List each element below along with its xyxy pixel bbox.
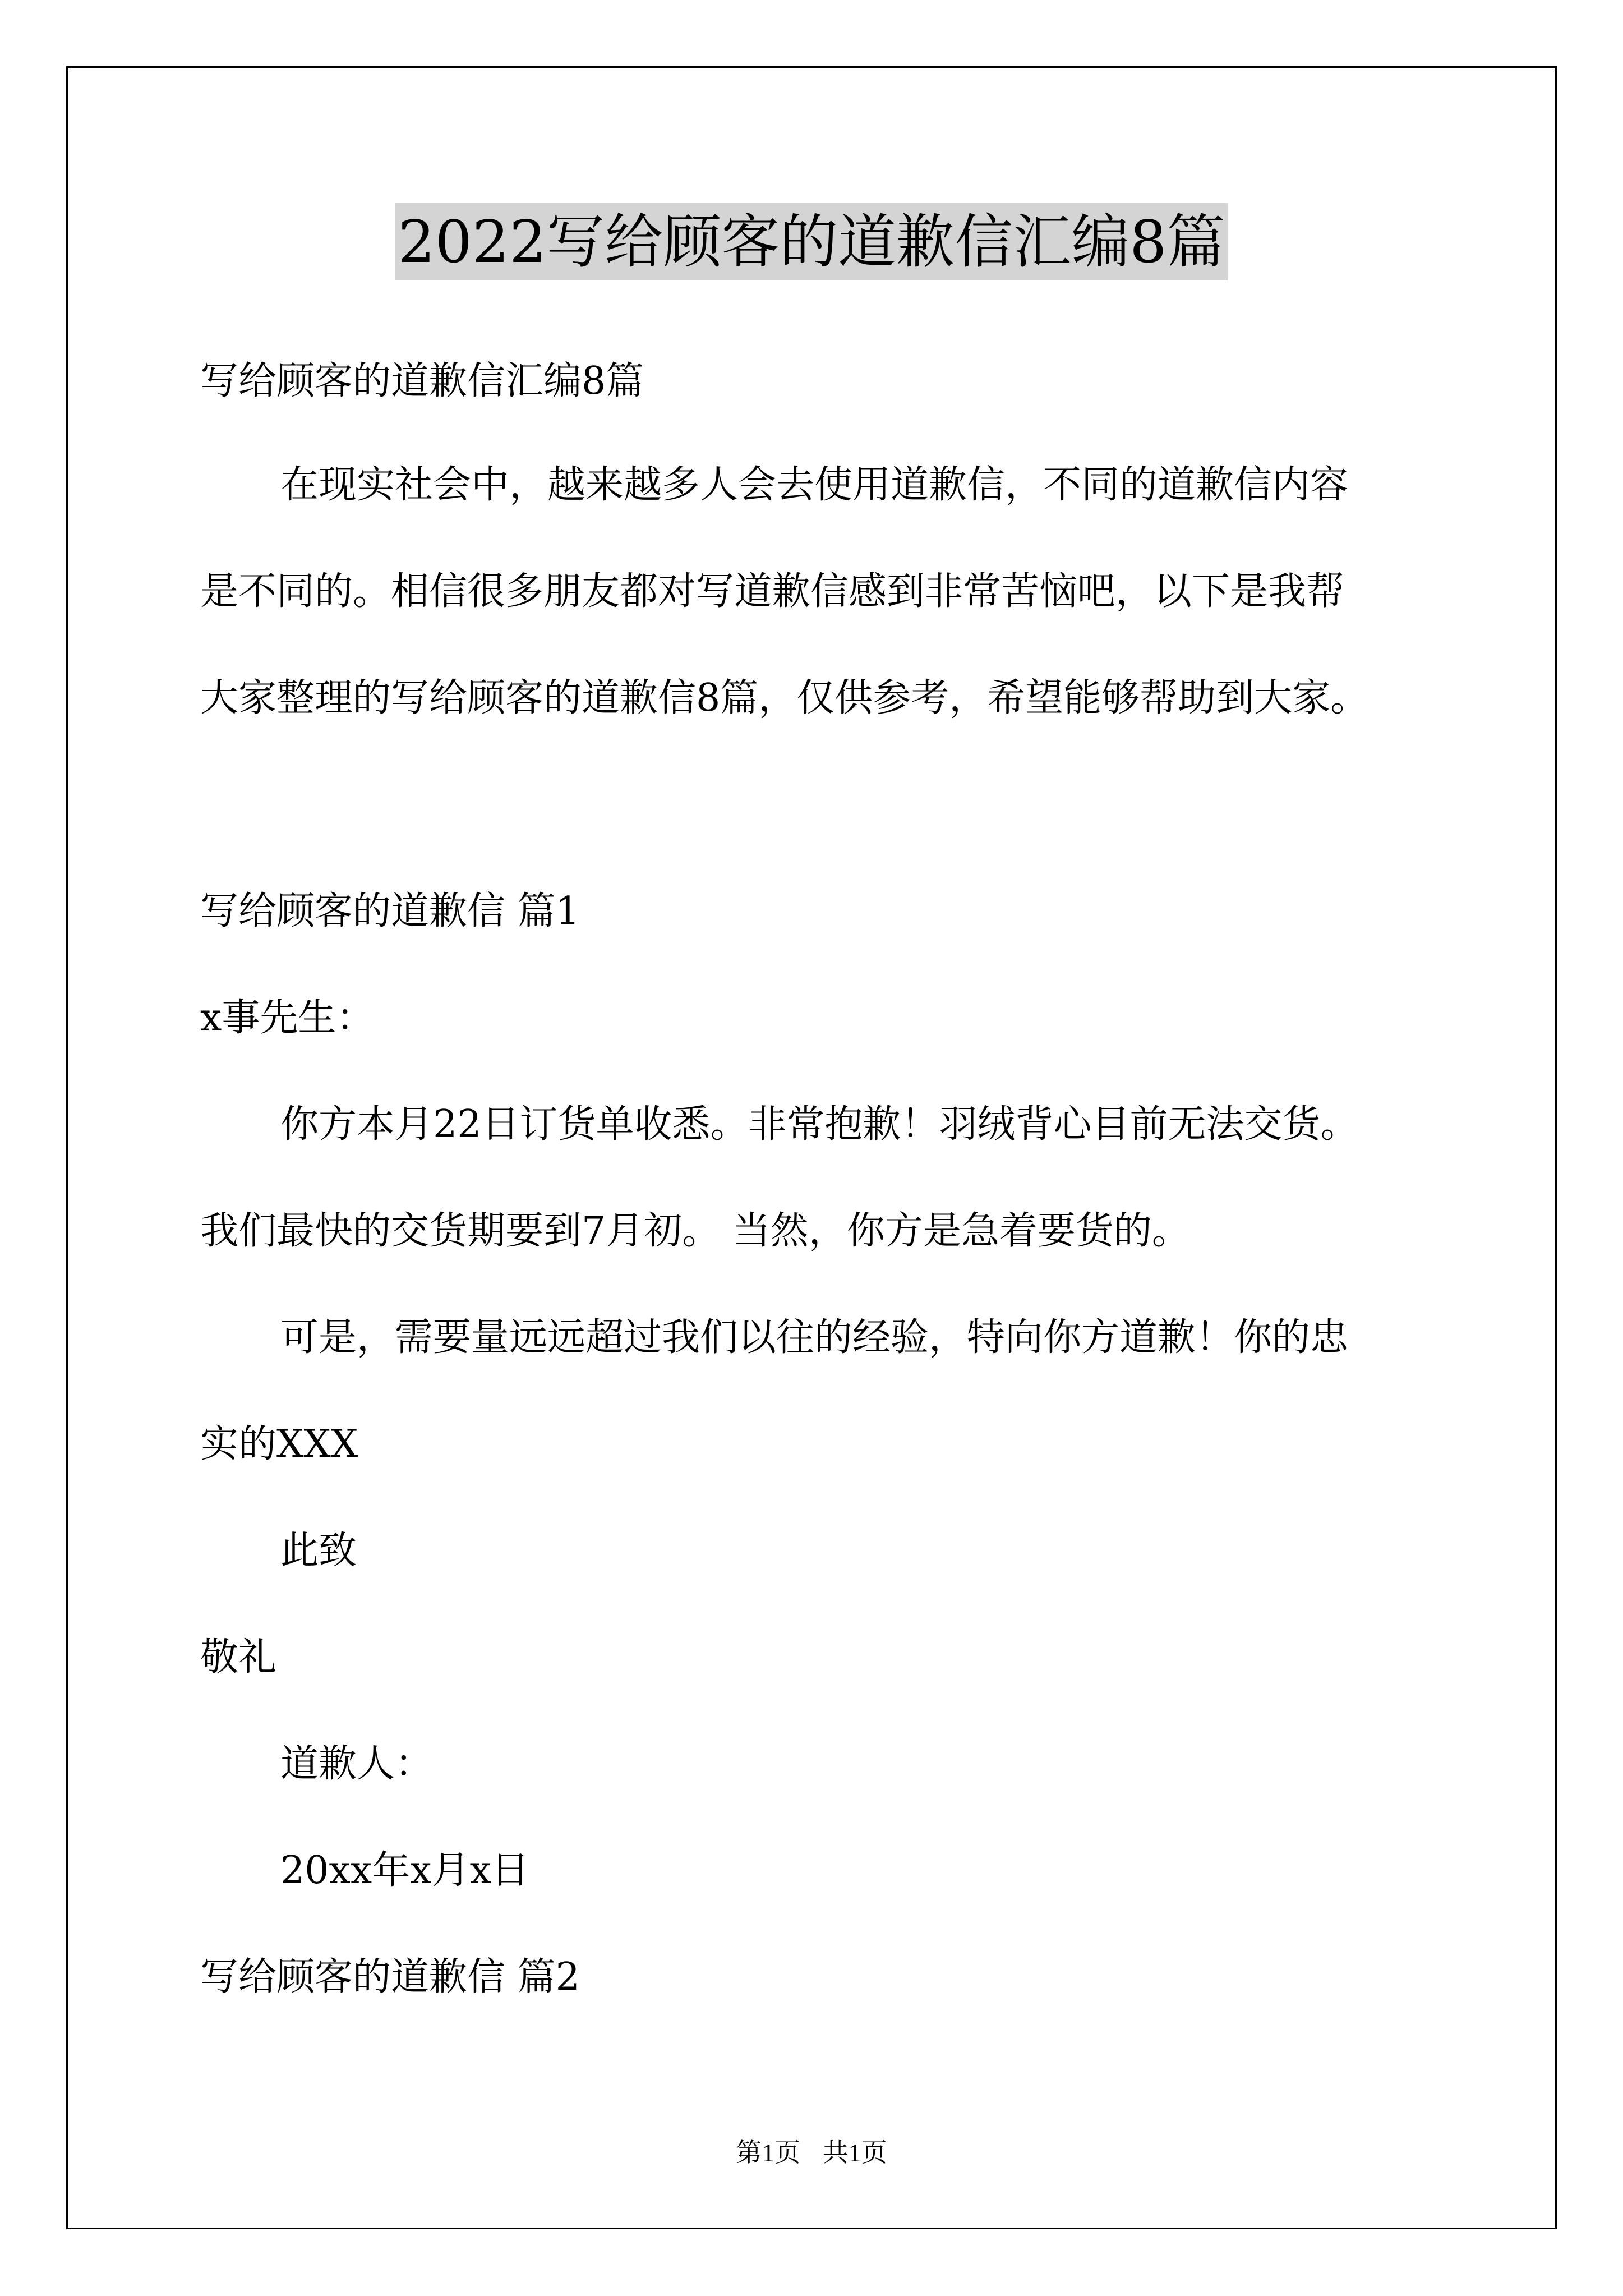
page-footer <box>0 2136 1623 2170</box>
closing-jing-li: 敬礼 <box>200 1635 277 1680</box>
section-2-heading: 写给顾客的道歉信 篇2 <box>200 1955 580 1999</box>
page-total: 共1页 <box>822 2138 887 2167</box>
intro-line-3: 大家整理的写给顾客的道歉信8篇，仅供参考，希望能够帮助到大家。 <box>200 676 1369 720</box>
section-1-heading: 写给顾客的道歉信 篇1 <box>200 889 580 933</box>
letter-date: 20xx年x月x日 <box>280 1848 529 1893</box>
salutation: x事先生： <box>200 996 375 1040</box>
body-line-1: 你方本月22日订货单收悉。非常抱歉！羽绒背心目前无法交货。 <box>280 1102 1359 1147</box>
closing-ci-zhi: 此致 <box>280 1529 357 1573</box>
intro-line-2: 是不同的。相信很多朋友都对写道歉信感到非常苦恼吧，以下是我帮 <box>200 569 1345 614</box>
intro-line-1: 在现实社会中，越来越多人会去使用道歉信，不同的道歉信内容 <box>280 463 1349 507</box>
body-line-3: 可是，需要量远远超过我们以往的经验，特向你方道歉！你的忠 <box>280 1315 1349 1360</box>
document-title: 2022写给顾客的道歉信汇编8篇 <box>395 203 1229 280</box>
signer-label: 道歉人： <box>280 1742 434 1786</box>
title-container <box>0 203 1623 280</box>
body-line-4: 实的XXX <box>200 1422 358 1466</box>
document-subtitle: 写给顾客的道歉信汇编8篇 <box>200 359 644 403</box>
page-current: 第1页 <box>736 2138 801 2167</box>
body-line-2: 我们最快的交货期要到7月初。 当然，你方是急着要货的。 <box>200 1209 1190 1253</box>
